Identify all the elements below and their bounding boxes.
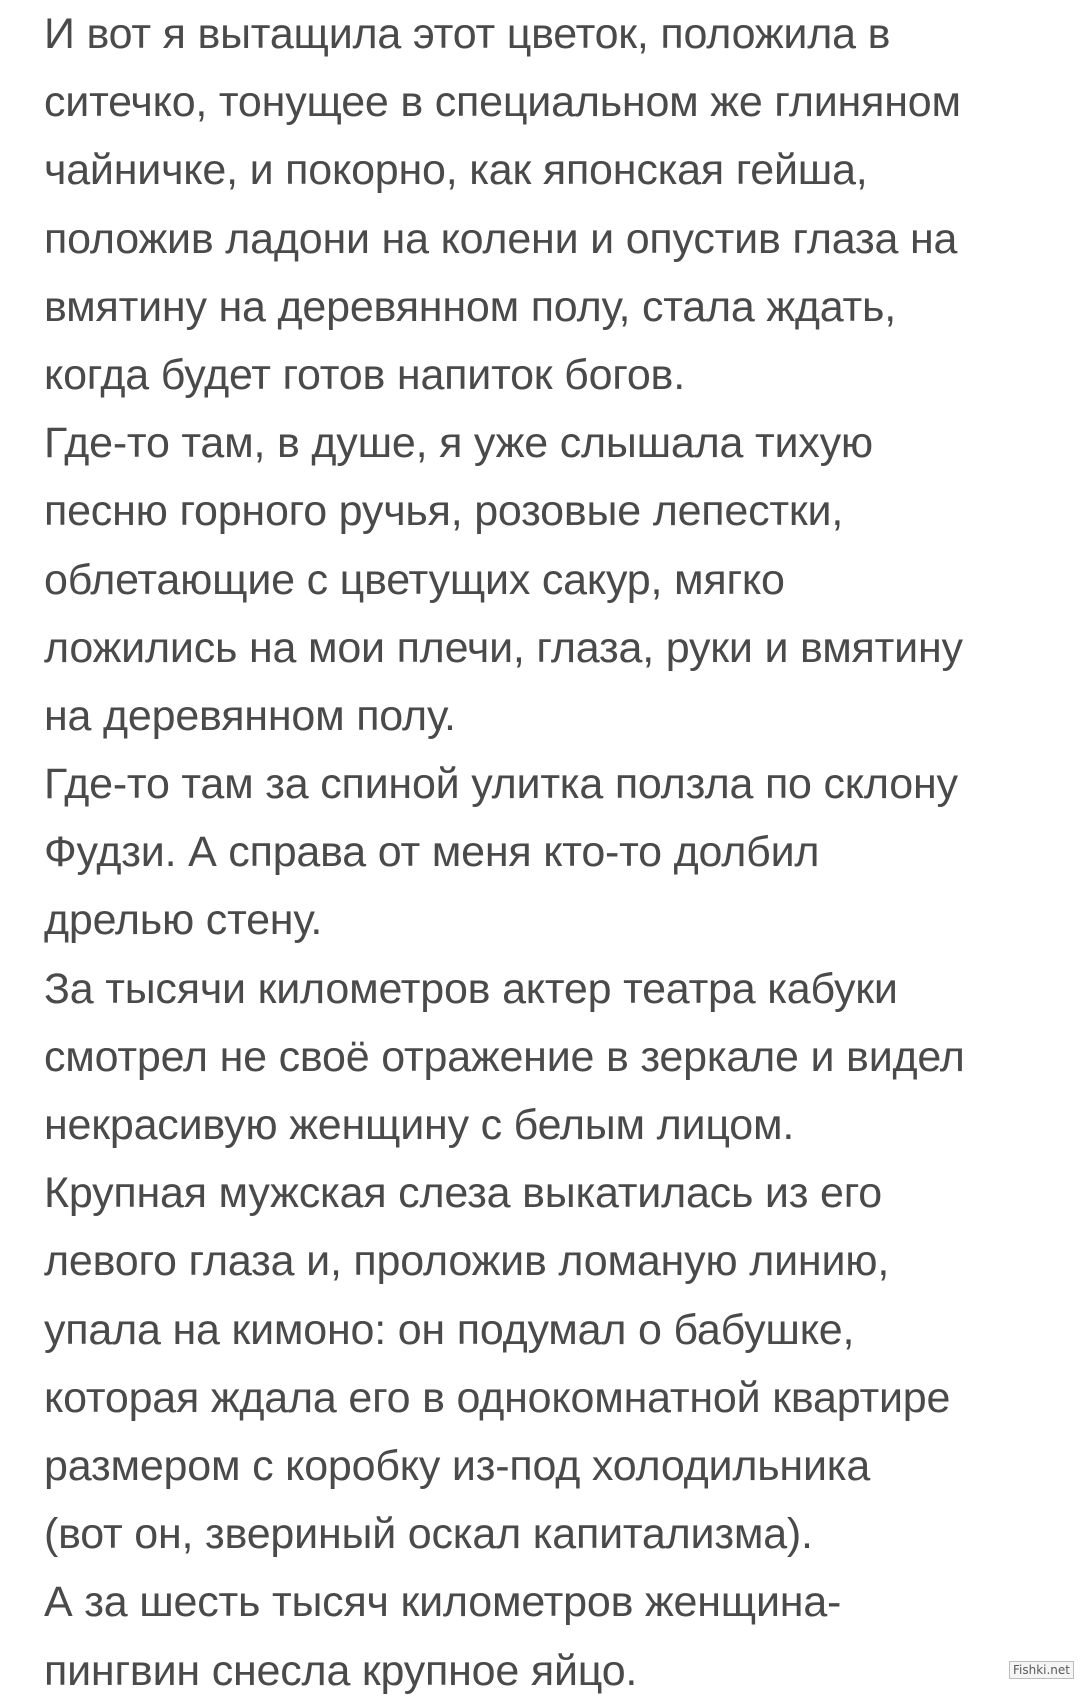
text-line: Где-то там за спиной улитка ползла по склону	[44, 760, 958, 809]
story-text	[44, 0, 1064, 1705]
text-line: Крупная мужская слеза выкатилась из его	[44, 1169, 882, 1218]
text-line: левого глаза и, проложив ломаную линию,	[44, 1237, 890, 1286]
text-line: облетающие с цветущих сакур, мягко	[44, 555, 785, 604]
text-line: положив ладони на колени и опустив глаза на	[44, 214, 958, 263]
text-line: некрасивую женщину с белым лицом.	[44, 1101, 795, 1149]
text-line: пингвин снесла крупное яйцо.	[44, 1646, 638, 1695]
text-line: (вот он, звериный оскал капитализма).	[44, 1510, 813, 1559]
text-line: на деревянном полу.	[44, 691, 456, 740]
text-line: А за шесть тысяч километров женщина-	[44, 1578, 842, 1627]
text-line: Фудзи. А справа от меня кто-то долбил	[44, 828, 820, 877]
text-line: размером с коробку из-под холодильника	[44, 1441, 871, 1490]
text-line: вмятину на деревянном полу, стала ждать,	[44, 282, 897, 331]
text-line: За тысячи километров актер театра кабуки	[44, 964, 898, 1013]
text-line: которая ждала его в однокомнатной квартире	[44, 1373, 951, 1422]
text-line: ложились на мои плечи, глаза, руки и вмятину	[44, 623, 963, 672]
text-line: И вот я вытащила этот цветок, положила в	[44, 10, 891, 58]
text-line: чайничке, и покорно, как японская гейша,	[44, 146, 868, 195]
text-line: когда будет готов напиток богов.	[44, 350, 685, 399]
text-line: упала на кимоно: он подумал о бабушке,	[44, 1305, 855, 1354]
text-line: Где-то там, в душе, я уже слышала тихую	[44, 419, 873, 468]
text-line: смотрел не своё отражение в зеркале и видел	[44, 1032, 965, 1081]
watermark: Fishki.net	[1009, 1661, 1074, 1679]
text-line: песню горного ручья, розовые лепестки,	[44, 487, 844, 536]
text-line: дрелью стену.	[44, 896, 323, 945]
text-line: ситечко, тонущее в специальном же глиняном	[44, 78, 961, 127]
